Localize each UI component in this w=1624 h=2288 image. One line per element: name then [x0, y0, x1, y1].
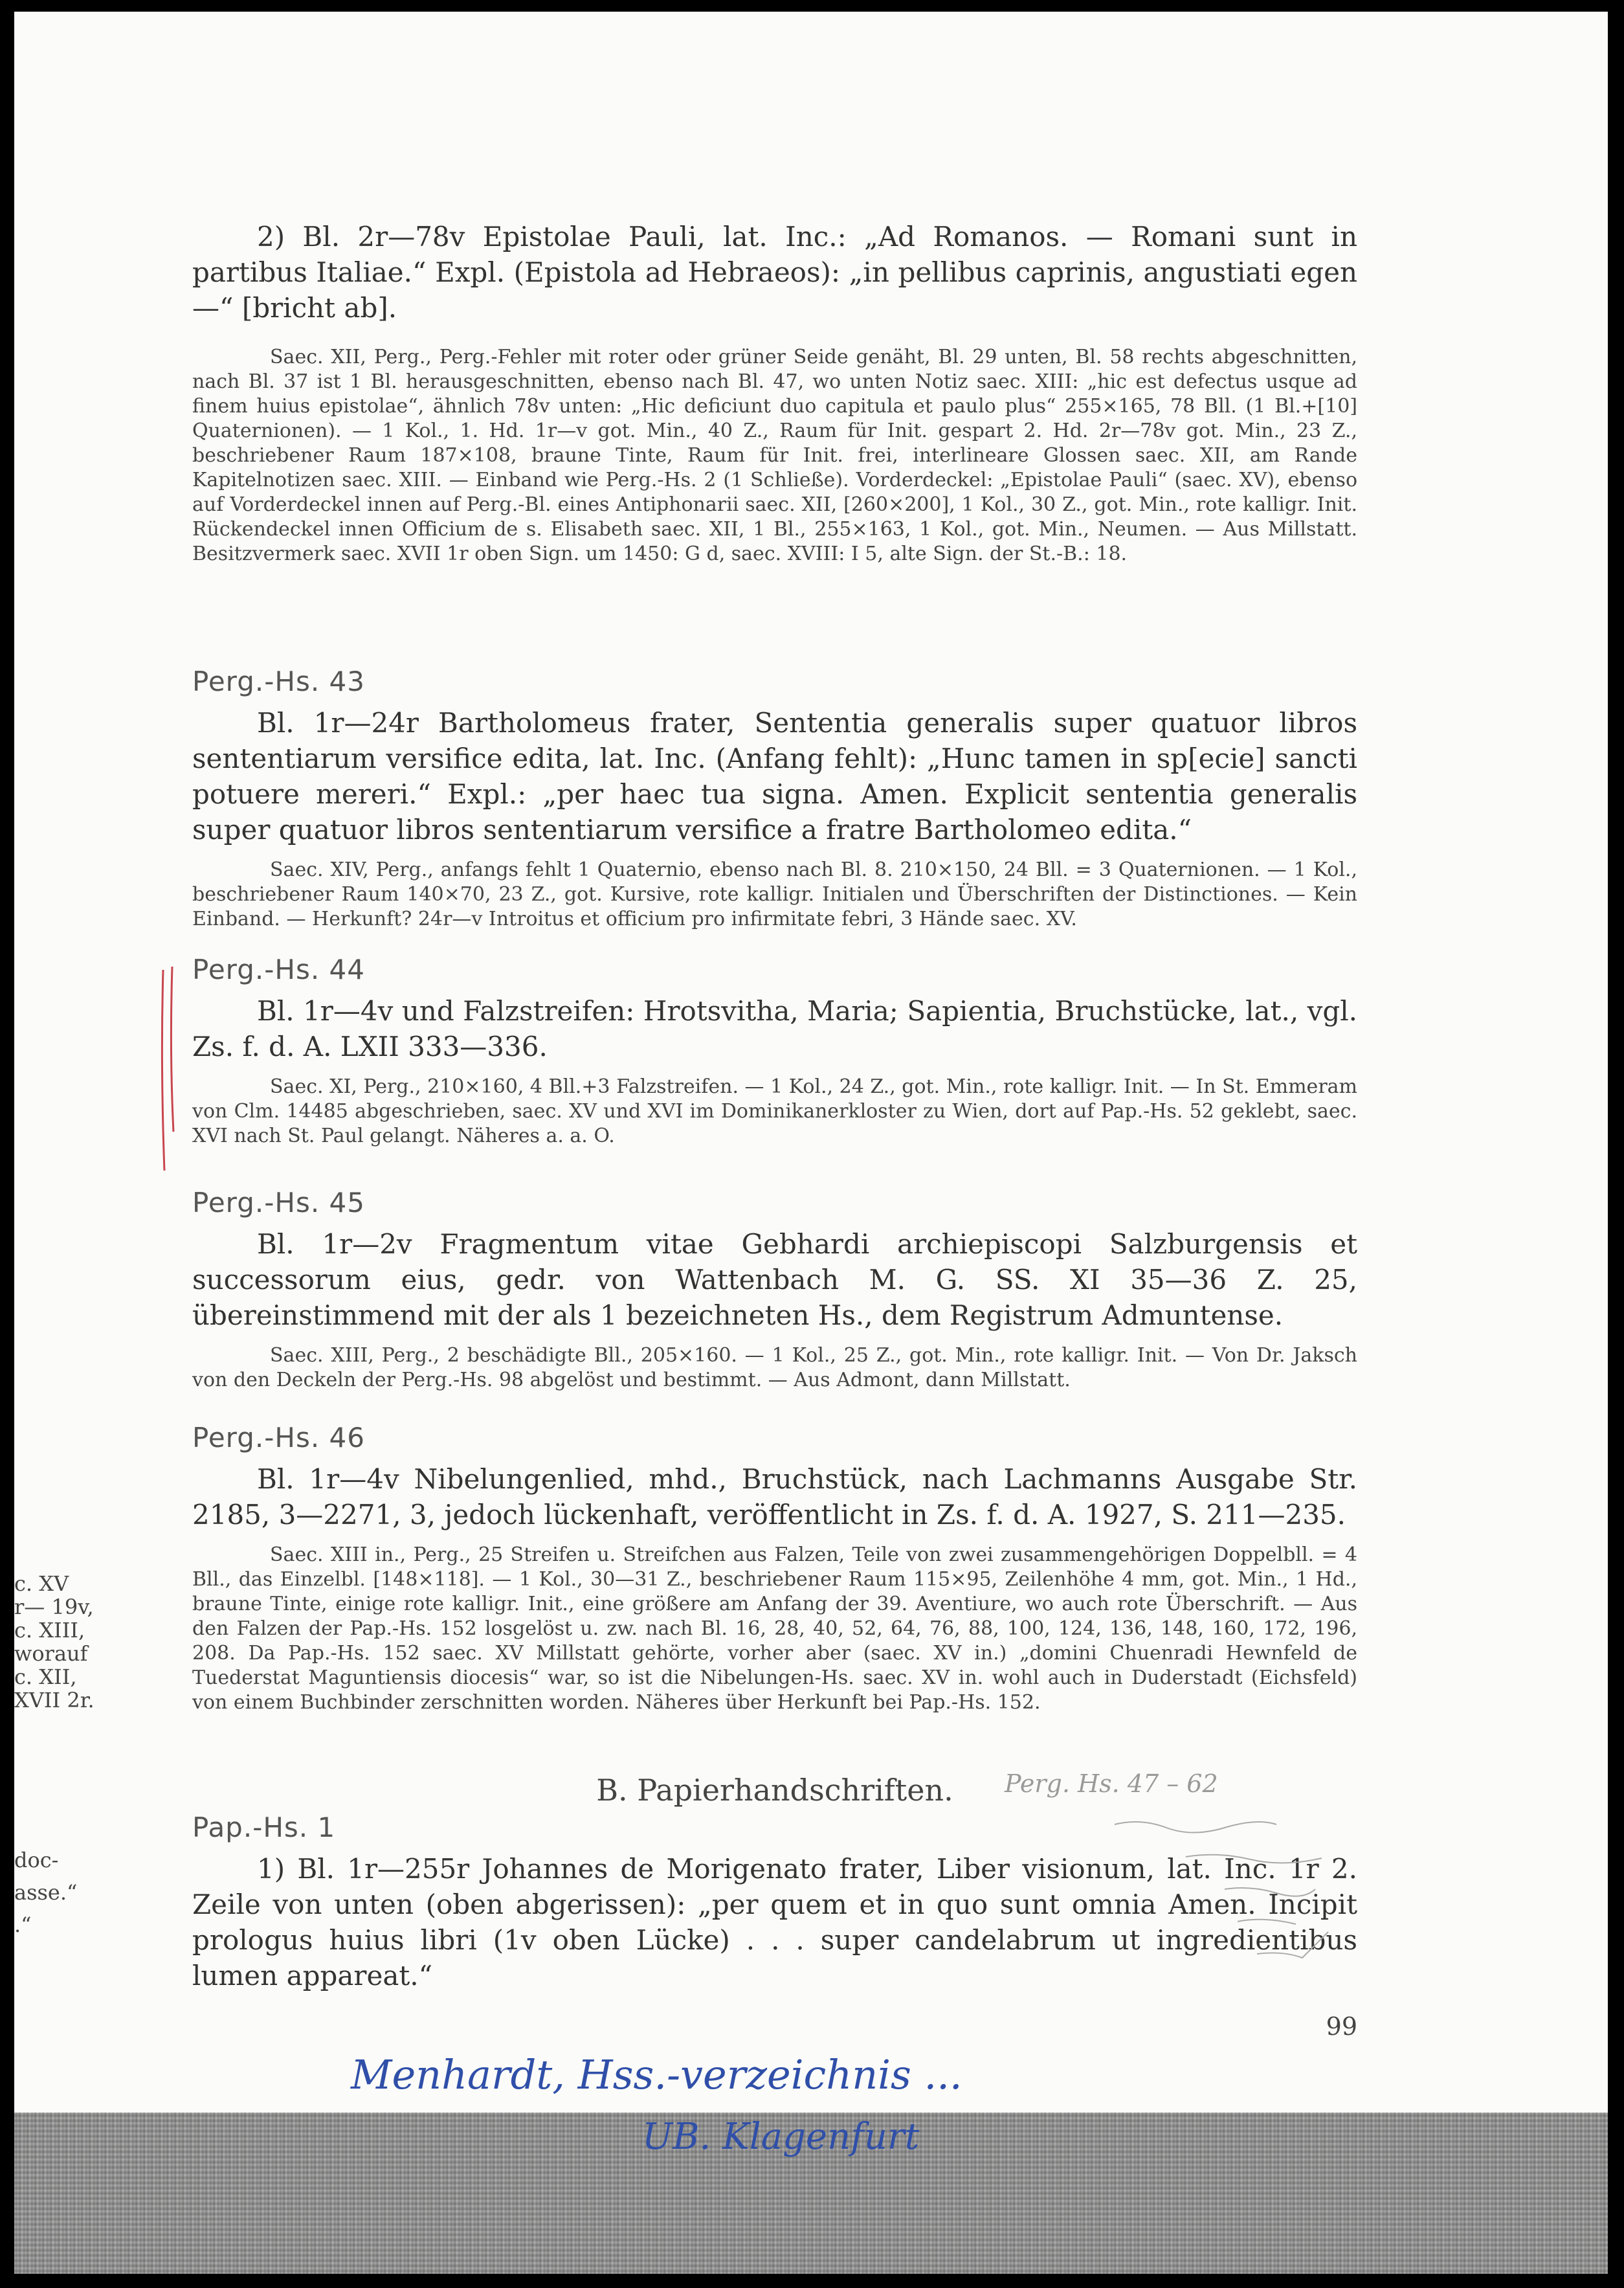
entry-notes: Saec. XIV, Perg., anfangs fehlt 1 Quaternio, ebenso nach Bl. 8. 210×150, 24 Bll. = 3 Quaternionen. — 1 Kol., beschriebener Raum 140×70, 23 Z., got. Kursive, rote kalligr. Initialen und Überschriften der Distinctiones. — Kein Einband. — Herkunft? 24r—v Introitus et officium pro infirmitate febri, 3 Hände saec. XV.	[192, 858, 1357, 930]
entry-main-text: Bl. 1r—4v und Falzstreifen: Hrotsvitha, Maria; Sapientia, Bruchstücke, lat., vgl. Zs. f. d. A. LXII 333—336.	[192, 995, 1357, 1062]
entry-heading: Perg.-Hs. 43	[192, 666, 365, 697]
page-number: 99	[1326, 2012, 1357, 2041]
entry-main-text: Bl. 1r—2v Fragmentum vitae Gebhardi archiepiscopi Salzburgensis et successorum eius, gedr. von Wattenbach M. G. SS. XI 35—36 Z. 25, übereinstimmend mit der als 1 bezeichneten Hs., dem Registrum Admuntense.	[192, 1228, 1357, 1331]
pencil-scribbles	[1108, 1811, 1471, 1993]
entry-notes: Saec. XIII in., Perg., 25 Streifen u. Streifchen aus Falzen, Teile von zwei zusammengehörigen Doppelbll. = 4 Bll., das Einzelbl. [148×118]. — 1 Kol., 30—31 Z., beschriebener Raum 115×95, Zeilenhöhe 4 mm, got. Min., 1 Hd., braune Tinte, einige rote kalligr. Init., eine größere am Anfang der 39. Aventiure, wo auch rote Überschrift. — Aus den Falzen der Pap.-Hs. 152 losgelöst u. zw. nach Bl. 16, 28, 40, 52, 64, 76, 88, 100, 124, 136, 148, 160, 172, 196, 208. Da Pap.-Hs. 152 saec. XV Millstatt gehörte, vorher aber (saec. XV in.) „domini Chuenradi Hewnfeld de Tuederstat Maguntiensis diocesis“ war, so ist die Nibelungen-Hs. saec. XV in. wohl auch in Duderstadt (Eichsfeld) von einem Buchbinder zerschnitten worden. Näheres über Herkunft bei Pap.-Hs. 152.	[192, 1543, 1357, 1714]
page-number-wrap	[192, 2012, 1357, 2041]
red-margin-marks	[158, 963, 184, 1177]
entry-main-text: Bl. 1r—4v Nibelungenlied, mhd., Bruchstück, nach Lachmanns Ausgabe Str. 2185, 3—2271, 3, jedoch lückenhaft, veröffentlicht in Zs. f. d. A. 1927, S. 211—235.	[192, 1463, 1357, 1531]
entry-perg-hs-44	[192, 954, 1357, 1149]
entry-perg-hs-46	[192, 1422, 1357, 1715]
section-title: B. Papierhandschriften.	[596, 1773, 953, 1808]
entry-main-text: 2) Bl. 2r—78v Epistolae Pauli, lat. Inc.: „Ad Romanos. — Romani sunt in partibus Italiae.“ Expl. (Epistola ad Hebraeos): „in pellibus caprinis, angustiati egen —“ [bricht ab].	[192, 221, 1357, 324]
entry-epistolae-pauli	[192, 219, 1357, 566]
entry-heading: Pap.-Hs. 1	[192, 1811, 336, 1843]
entry-main-text: Bl. 1r—24r Bartholomeus frater, Sententia generalis super quatuor libros sententiarum versifice edita, lat. Inc. (Anfang fehlt): „Hunc tamen in sp[ecie] sancti potuere mereri.“ Expl.: „per haec tua signa. Amen. Explicit sententia generalis super quatuor libros sententiarum versifice a fratre Bartholomeo edita.“	[192, 707, 1357, 846]
entry-perg-hs-43	[192, 666, 1357, 932]
entry-notes: Saec. XIII, Perg., 2 beschädigte Bll., 205×160. — 1 Kol., 25 Z., got. Min., rote kalligr. Init. — Von Dr. Jaksch von den Deckeln der Perg.-Hs. 98 abgelöst und bestimmt. — Aus Admont, dann Millstatt.	[192, 1344, 1357, 1391]
blue-handwriting-line1: Menhardt, Hss.-verzeichnis ...	[351, 2051, 962, 2098]
entry-notes: Saec. XI, Perg., 210×160, 4 Bll.+3 Falzstreifen. — 1 Kol., 24 Z., got. Min., rote kalligr. Init. — In St. Emmeram von Clm. 14485 abgeschrieben, saec. XV und XVI im Dominikanerkloster zu Wien, dort auf Pap.-Hs. 52 geklebt, saec. XVI nach St. Paul gelangt. Näheres a. a. O.	[192, 1075, 1357, 1147]
margin-fragment-left-lower: doc- asse.“ .“	[14, 1848, 78, 1937]
pencil-margin-note: Perg. Hs. 47 – 62	[1005, 1769, 1218, 1798]
entry-notes: Saec. XII, Perg., Perg.-Fehler mit roter oder grüner Seide genäht, Bl. 29 unten, Bl. 58 rechts abgeschnitten, nach Bl. 37 ist 1 Bl. herausgeschnitten, ebenso nach Bl. 47, wo unten Notiz saec. XIII: „hic est defectus usque ad finem huius epistolae“, ähnlich 78v unten: „Hic deficiunt duo capitula et paulo plus“ 255×165, 78 Bll. (1 Bl.+[10] Quaternionen). — 1 Kol., 1. Hd. 1r—v got. Min., 40 Z., Raum für Init. gespart 2. Hd. 2r—78v got. Min., 23 Z., beschriebener Raum 187×108, braune Tinte, Raum für Init. frei, interlineare Glossen saec. XII, am Rande Kapitelnotizen saec. XIII. — Einband wie Perg.-Hs. 2 (1 Schließe). Vorderdeckel: „Epistolae Pauli“ (saec. XV), ebenso auf Vorderdeckel innen auf Perg.-Bl. eines Antiphonarii saec. XII, [260×200], 1 Kol., 30 Z., got. Min., rote kalligr. Init. Rückendeckel innen Officium de s. Elisabeth saec. XII, 1 Bl., 255×163, 1 Kol., got. Min., Neumen. — Aus Millstatt. Besitzvermerk saec. XVII 1r oben Sign. um 1450: G d, saec. XVIII: I 5, alte Sign. der St.-B.: 18.	[192, 346, 1357, 565]
entry-main-text: 1) Bl. 1r—255r Johannes de Morigenato frater, Liber visionum, lat. Inc. 1r 2. Zeile von unten (oben abgerissen): „per quem et in quo sunt omnia Amen. Incipit prologus huius libri (1v oben Lücke) . . . super candelabrum ut ingredientibus lumen appareat.“	[192, 1853, 1357, 1991]
entry-perg-hs-45	[192, 1187, 1357, 1393]
scanned-page	[14, 12, 1608, 2274]
entry-heading: Perg.-Hs. 45	[192, 1187, 365, 1218]
entry-heading: Perg.-Hs. 46	[192, 1422, 365, 1453]
blue-handwriting-line2: UB. Klagenfurt	[642, 2116, 920, 2158]
margin-fragment-left: c. XV r— 19v, c. XIII, worauf c. XII, XVII 2r.	[14, 1571, 95, 1712]
entry-heading: Perg.-Hs. 44	[192, 954, 365, 985]
